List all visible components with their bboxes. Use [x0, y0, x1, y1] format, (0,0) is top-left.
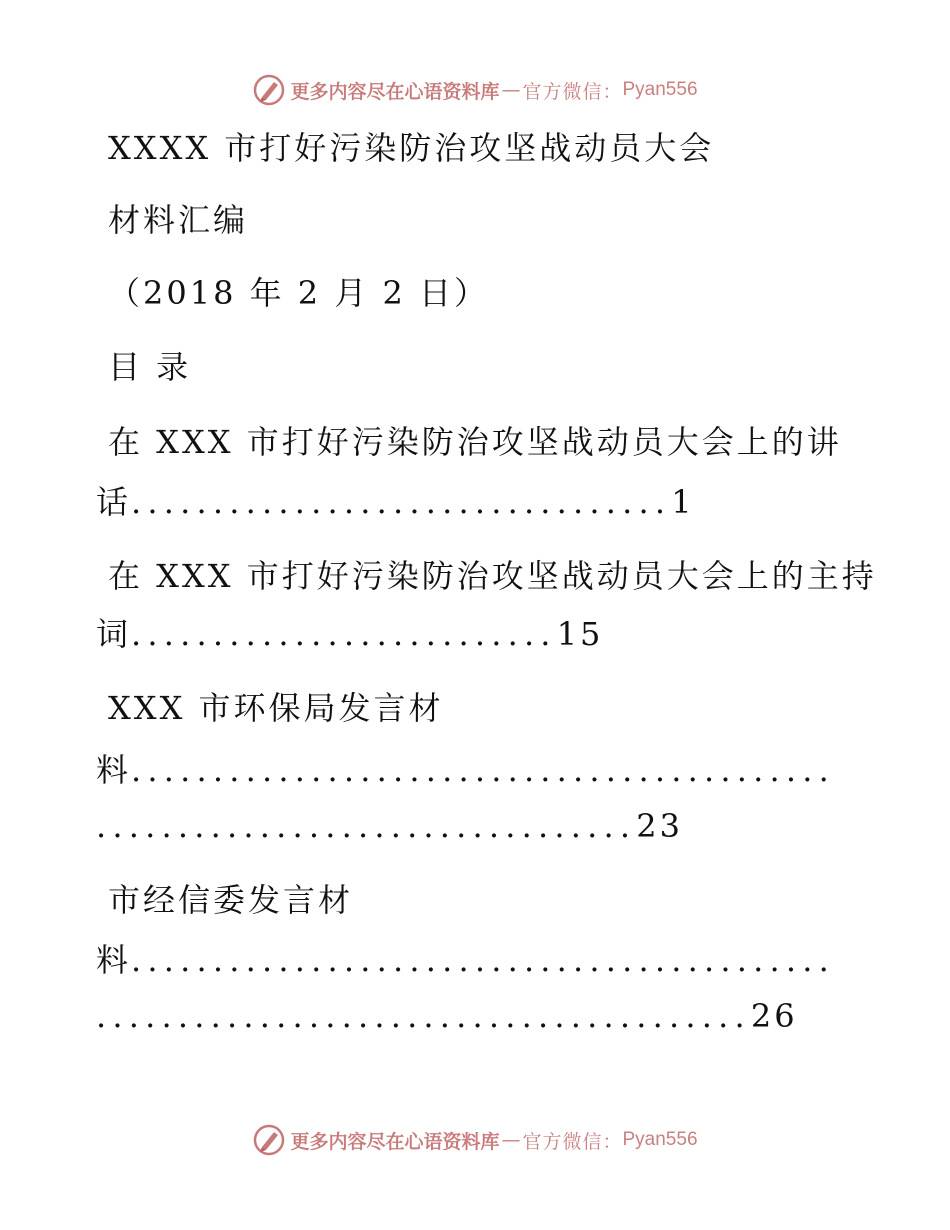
toc-entry-3-title: XXX 市环保局发言材: [108, 689, 444, 727]
watermark-dash: —: [501, 79, 521, 101]
toc-entry-3-page: 23: [636, 807, 683, 845]
toc-entry-3-leader: ...........................................: [131, 751, 836, 789]
toc-entry-3-line2: [96, 750, 835, 790]
toc-heading: 目 录: [108, 348, 192, 386]
toc-entry-4-leader-continued: ........................................: [96, 997, 751, 1035]
toc-entry-4-line2: [96, 940, 835, 980]
toc-entry-3-line3: [96, 806, 683, 846]
toc-entry-4-line3: [96, 996, 798, 1036]
watermark-main-text: 更多内容尽在心语资料库: [290, 1130, 500, 1153]
watermark-wechat-label: 官方微信：: [522, 80, 623, 103]
pen-logo-icon: [252, 1123, 286, 1157]
toc-entry-3-leader-continued: .................................: [96, 807, 637, 845]
toc-entry-4-page: 26: [750, 997, 798, 1035]
toc-entry-3-tail: 料: [96, 751, 132, 789]
toc-entry-2-leader: ..........................: [131, 615, 557, 653]
toc-entry-2-title: 在 XXX 市打好污染防治攻坚战动员大会上的主持: [108, 557, 877, 595]
toc-entry-4-leader: ...........................................: [131, 941, 836, 979]
toc-entry-1-line2: [96, 482, 695, 522]
toc-entry-1-page: 1: [671, 483, 695, 521]
toc-entry-2-tail: 词: [96, 615, 132, 653]
toc-entry-1-leader: .................................: [131, 483, 672, 521]
document-date: （2018 年 2 月 2 日）: [108, 274, 490, 312]
watermark-wechat-label: 官方微信：: [522, 1130, 623, 1153]
footer-watermark: [0, 1120, 950, 1160]
document-title-line2: 材料汇编: [108, 201, 249, 239]
toc-entry-4-tail: 料: [96, 941, 132, 979]
watermark-dash: —: [501, 1129, 521, 1151]
watermark-wechat-id: Pyan556: [622, 79, 698, 100]
header-watermark: [0, 70, 950, 110]
document-title-line1: XXXX 市打好污染防治攻坚战动员大会: [108, 129, 715, 167]
toc-entry-2-line2: [96, 614, 603, 654]
watermark-wechat-id: Pyan556: [622, 1129, 698, 1150]
toc-entry-1-tail: 话: [96, 483, 132, 521]
toc-entry-4-title: 市经信委发言材: [108, 881, 354, 919]
toc-entry-1-title: 在 XXX 市打好污染防治攻坚战动员大会上的讲: [108, 423, 842, 461]
toc-entry-2-page: 15: [556, 615, 604, 653]
pen-logo-icon: [252, 73, 286, 107]
watermark-main-text: 更多内容尽在心语资料库: [290, 80, 500, 103]
